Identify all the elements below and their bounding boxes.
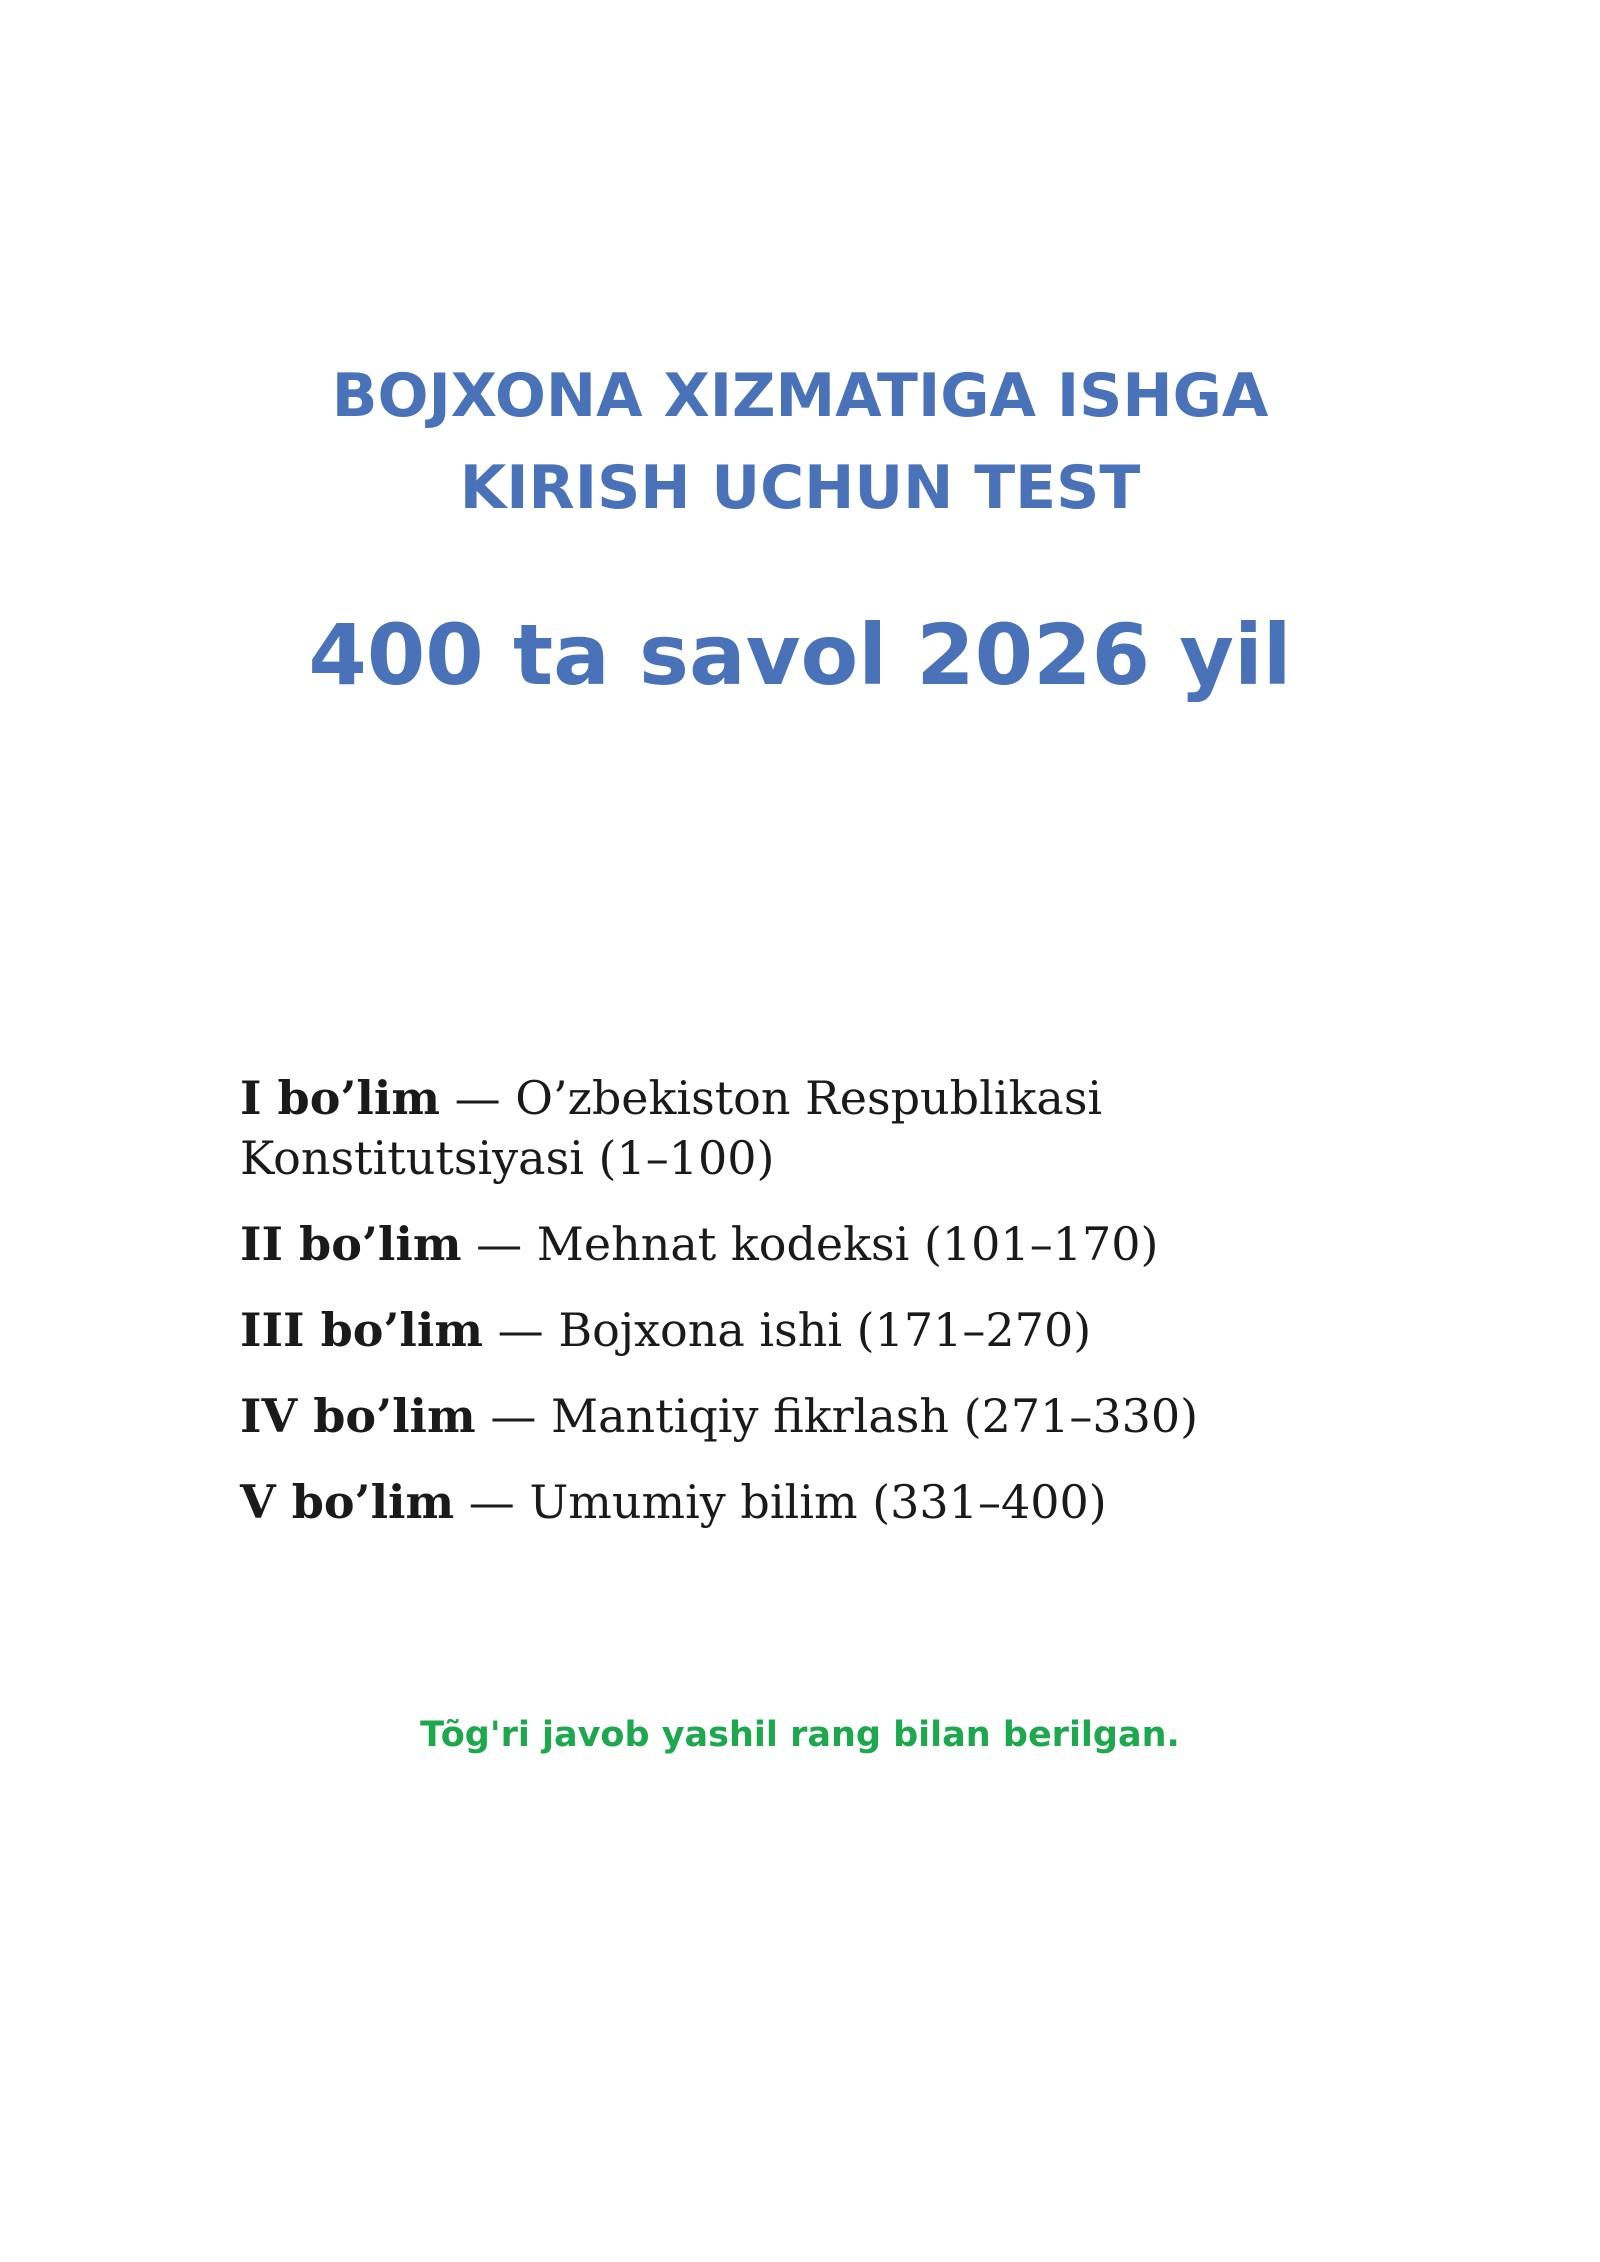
section-item-2 bbox=[240, 1214, 1440, 1274]
section-text: Mehnat kodeksi (101–170) bbox=[536, 1217, 1159, 1271]
answer-note: Tõg'ri javob yashil rang bilan berilgan. bbox=[420, 1715, 1180, 1755]
section-text: Umumiy bilim (331–400) bbox=[529, 1475, 1107, 1529]
sections-list bbox=[240, 1068, 1440, 1558]
section-item-3 bbox=[240, 1300, 1440, 1360]
document-subtitle: 400 ta savol 2026 yil bbox=[308, 606, 1292, 704]
title-line-1: BOJXONA XIZMATIGA ISHGA bbox=[331, 361, 1269, 431]
section-label: III bo’lim bbox=[240, 1303, 484, 1357]
section-text: Bojxona ishi (171–270) bbox=[558, 1303, 1092, 1357]
section-item-4 bbox=[240, 1386, 1440, 1446]
section-label: I bo’lim bbox=[240, 1071, 441, 1125]
section-label: II bo’lim bbox=[240, 1217, 462, 1271]
section-text: O’zbekiston Respublikasi Konstitutsiyasi (1–100) bbox=[240, 1071, 1103, 1185]
section-text: Mantiqiy fikrlash (271–330) bbox=[550, 1389, 1199, 1443]
section-item-1 bbox=[240, 1068, 1440, 1188]
section-label: IV bo’lim bbox=[240, 1389, 476, 1443]
document-title bbox=[0, 350, 1600, 534]
section-label: V bo’lim bbox=[240, 1475, 455, 1529]
section-item-5 bbox=[240, 1472, 1440, 1532]
section-separator: — bbox=[483, 1303, 559, 1357]
title-line-2: KIRISH UCHUN TEST bbox=[459, 453, 1141, 523]
section-separator: — bbox=[475, 1389, 551, 1443]
section-separator: — bbox=[440, 1071, 516, 1125]
section-separator: — bbox=[461, 1217, 537, 1271]
section-separator: — bbox=[454, 1475, 530, 1529]
